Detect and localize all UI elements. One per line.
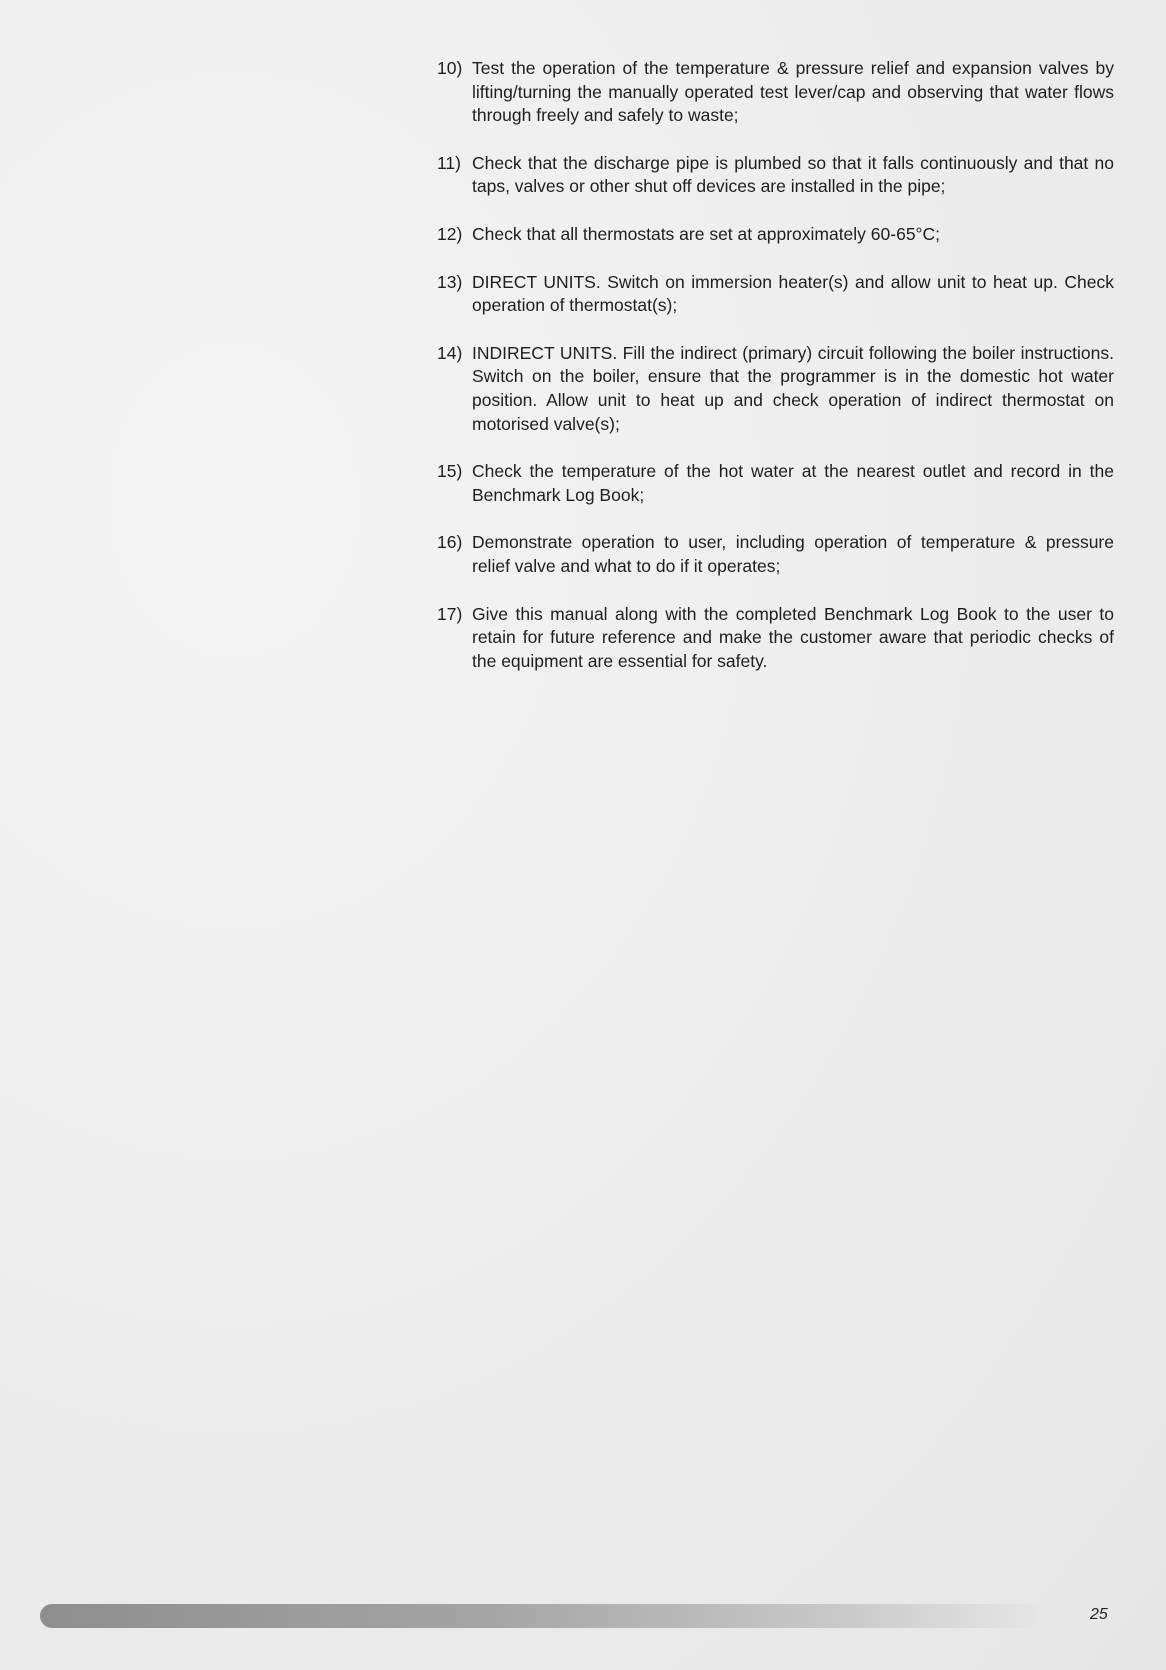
step-item bbox=[437, 603, 1114, 674]
step-item bbox=[437, 223, 1114, 247]
step-item bbox=[437, 152, 1114, 199]
step-item bbox=[437, 460, 1114, 507]
step-text: Demonstrate operation to user, including operation of temperature & pressure relief valve and what to do if it operates; bbox=[472, 532, 1114, 576]
step-number: 11) bbox=[437, 152, 461, 173]
step-item bbox=[437, 531, 1114, 578]
step-text: Check that the discharge pipe is plumbed so that it falls continuously and that no taps, valves or other shut off devices are installed in the pipe; bbox=[472, 152, 1114, 197]
step-item bbox=[437, 57, 1114, 128]
step-text: Give this manual along with the completed Benchmark Log Book to the user to retain for future reference and make the customer aware that periodic checks of the equipment are essential for safety. bbox=[472, 603, 1114, 671]
step-number: 14) bbox=[437, 342, 463, 363]
step-number: 15) bbox=[437, 461, 463, 482]
step-number: 16) bbox=[437, 532, 463, 553]
commissioning-steps-list bbox=[437, 57, 1114, 697]
step-item bbox=[437, 271, 1114, 318]
step-number: 10) bbox=[437, 58, 463, 78]
step-text: DIRECT UNITS. Switch on immersion heater(s) and allow unit to heat up. Check operation of thermostat(s); bbox=[472, 271, 1114, 316]
step-item bbox=[437, 342, 1114, 436]
step-number: 13) bbox=[437, 271, 463, 292]
step-text: Check the temperature of the hot water at the nearest outlet and record in the Benchmark Log Book; bbox=[472, 461, 1114, 505]
page-number: 25 bbox=[1090, 1606, 1108, 1623]
footer-decorative-bar bbox=[40, 1604, 1040, 1628]
step-number: 17) bbox=[437, 603, 463, 624]
step-text: INDIRECT UNITS. Fill the indirect (primary) circuit following the boiler instructions. Switch on the boiler, ensure that the programmer is in the domestic hot water position. Allow unit to heat up and check operation of indirect thermostat on motorised valve(s); bbox=[472, 342, 1114, 434]
step-text: Check that all thermostats are set at approximately 60-65°C; bbox=[472, 223, 941, 244]
step-text: Test the operation of the temperature & pressure relief and expansion valves by lifting/turning the manually operated test lever/cap and observing that water flows through freely and safely to waste; bbox=[472, 58, 1114, 126]
step-number: 12) bbox=[437, 223, 463, 244]
